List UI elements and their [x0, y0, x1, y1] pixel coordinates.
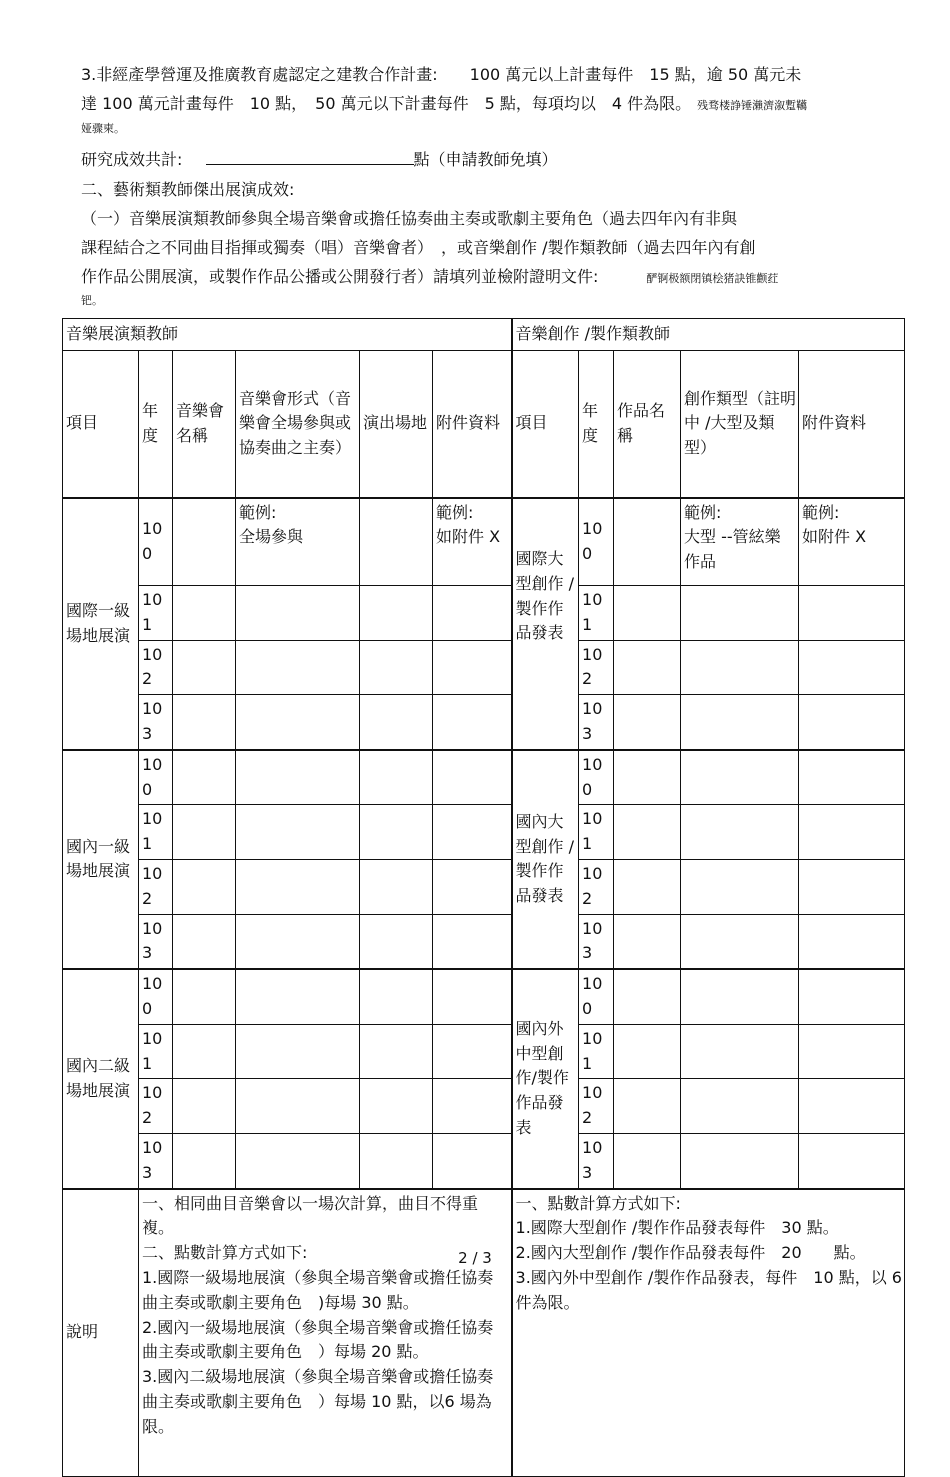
input-cell[interactable] — [360, 859, 433, 914]
left-section-title: 音樂展演類教師 — [63, 319, 512, 351]
input-cell[interactable] — [360, 1079, 433, 1134]
input-cell[interactable] — [799, 969, 905, 1024]
input-cell[interactable] — [681, 695, 799, 750]
item3-line2-text: 達 100 萬元計畫每件 10 點， 50 萬元以下計畫每件 5 點，每項均以 4 件為限。 — [81, 94, 692, 113]
year-cell: 100 — [139, 750, 173, 805]
group-label-intl-large-work-text: 國際大型創作 /製作作品發表 — [515, 549, 574, 643]
input-cell[interactable] — [433, 859, 512, 914]
year-cell: 101 — [579, 805, 614, 860]
input-cell[interactable] — [433, 805, 512, 860]
right-section-title: 音樂創作 /製作類教師 — [512, 319, 905, 351]
year-cell: 101 — [139, 586, 173, 641]
sub1-line3-text: 作作品公開展演，或製作作品公播或公開發行者）請填列並檢附證明文件: — [81, 267, 599, 286]
year-cell: 102 — [579, 640, 614, 695]
input-cell[interactable] — [173, 859, 236, 914]
input-cell[interactable] — [799, 586, 905, 641]
input-cell[interactable] — [433, 640, 512, 695]
input-cell[interactable] — [681, 640, 799, 695]
year-cell: 103 — [139, 914, 173, 969]
col-header-concert-name: 音樂會名稱 — [173, 351, 236, 498]
example-attachment-cell-right[interactable]: 範例: 如附件 X — [799, 498, 905, 586]
input-cell[interactable] — [799, 1079, 905, 1134]
input-cell[interactable] — [236, 805, 360, 860]
col-header-item: 項目 — [63, 351, 139, 498]
input-cell[interactable] — [236, 640, 360, 695]
input-cell[interactable] — [173, 1133, 236, 1188]
input-cell[interactable] — [236, 859, 360, 914]
input-cell[interactable] — [173, 1079, 236, 1134]
explanation-label: 說明 — [63, 1189, 139, 1477]
garbled-text-4: 钯。 — [81, 294, 103, 307]
year-cell: 101 — [139, 805, 173, 860]
input-cell[interactable] — [614, 695, 681, 750]
input-cell[interactable] — [614, 914, 681, 969]
input-cell[interactable] — [236, 586, 360, 641]
performance-table — [62, 318, 905, 1477]
input-cell[interactable] — [173, 640, 236, 695]
input-cell[interactable] — [799, 695, 905, 750]
input-cell[interactable] — [236, 1079, 360, 1134]
input-cell[interactable] — [236, 1024, 360, 1079]
input-cell[interactable] — [173, 586, 236, 641]
year-cell: 103 — [139, 1133, 173, 1188]
sub1-line3 — [81, 264, 778, 287]
col-header-attachment: 附件資料 — [433, 351, 512, 498]
input-cell[interactable] — [173, 750, 236, 805]
input-cell[interactable] — [799, 805, 905, 860]
year-cell: 100 — [579, 750, 614, 805]
research-total-blank — [206, 150, 414, 165]
year-cell: 101 — [139, 1024, 173, 1079]
group-label-medium-work: 國內外中型創作/製作作品發表 — [512, 969, 579, 1188]
input-cell[interactable] — [433, 914, 512, 969]
input-cell[interactable] — [681, 750, 799, 805]
input-cell[interactable] — [614, 1024, 681, 1079]
page-number: 2 / 3 — [458, 1249, 492, 1267]
input-cell[interactable] — [681, 805, 799, 860]
col-header-concert-form: 音樂會形式（音樂會全場參與或協奏曲之主奏） — [236, 351, 360, 498]
input-cell[interactable] — [614, 1133, 681, 1188]
input-cell[interactable] — [236, 914, 360, 969]
input-cell[interactable] — [681, 859, 799, 914]
input-cell[interactable] — [236, 969, 360, 1024]
year-cell: 103 — [579, 695, 614, 750]
group-label-domestic-second-venue: 國內二級場地展演 — [63, 969, 139, 1188]
input-cell[interactable] — [799, 914, 905, 969]
input-cell[interactable] — [681, 914, 799, 969]
input-cell[interactable] — [236, 750, 360, 805]
col-header-item-right: 項目 — [512, 351, 579, 498]
concert-name-cell[interactable] — [173, 498, 236, 586]
year-cell: 102 — [579, 1079, 614, 1134]
year-cell: 103 — [579, 914, 614, 969]
input-cell[interactable] — [360, 586, 433, 641]
input-cell[interactable] — [681, 586, 799, 641]
input-cell[interactable] — [360, 640, 433, 695]
year-cell: 102 — [139, 640, 173, 695]
input-cell[interactable] — [360, 750, 433, 805]
input-cell[interactable] — [614, 805, 681, 860]
input-cell[interactable] — [799, 1133, 905, 1188]
input-cell[interactable] — [681, 1133, 799, 1188]
year-cell: 100 — [139, 969, 173, 1024]
input-cell[interactable] — [433, 1024, 512, 1079]
group-label-domestic-first-venue: 國內一級場地展演 — [63, 750, 139, 969]
input-cell[interactable] — [681, 1079, 799, 1134]
input-cell[interactable] — [360, 914, 433, 969]
input-cell[interactable] — [433, 969, 512, 1024]
year-cell: 100 — [579, 969, 614, 1024]
input-cell[interactable] — [614, 859, 681, 914]
year-cell: 102 — [139, 1079, 173, 1134]
input-cell[interactable] — [173, 695, 236, 750]
input-cell[interactable] — [433, 750, 512, 805]
year-cell: 100 — [579, 498, 614, 586]
input-cell[interactable] — [433, 1079, 512, 1134]
col-header-work-name: 作品名稱 — [614, 351, 681, 498]
input-cell[interactable] — [360, 1133, 433, 1188]
input-cell[interactable] — [360, 1024, 433, 1079]
input-cell[interactable] — [681, 969, 799, 1024]
sub1-line1: （一）音樂展演類教師參與全場音樂會或擔任協奏曲主奏或歌劇主要角色（過去四年內有非與 — [81, 209, 738, 228]
venue-cell[interactable] — [360, 498, 433, 586]
year-cell: 103 — [579, 1133, 614, 1188]
year-cell: 102 — [579, 859, 614, 914]
year-cell: 101 — [579, 586, 614, 641]
col-header-work-type: 創作類型（註明中 /大型及類型） — [681, 351, 799, 498]
input-cell[interactable] — [614, 586, 681, 641]
research-total-line — [81, 147, 558, 170]
input-cell[interactable] — [433, 695, 512, 750]
sub1-line2: 課程結合之不同曲目指揮或獨奏（唱）音樂會者） ，或音樂創作 /製作類教師（過去四年內有創 — [81, 238, 756, 257]
input-cell[interactable] — [614, 750, 681, 805]
input-cell[interactable] — [433, 586, 512, 641]
group-label-intl-large-work — [512, 498, 579, 750]
input-cell[interactable] — [236, 1133, 360, 1188]
item3-line1: 3.非經產學營運及推廣教育處認定之建教合作計畫: 100 萬元以上計畫每件 15 點，逾 50 萬元未 — [81, 65, 802, 84]
year-cell: 103 — [139, 695, 173, 750]
year-cell: 101 — [579, 1024, 614, 1079]
input-cell[interactable] — [614, 1079, 681, 1134]
example-attachment-cell[interactable]: 範例: 如附件 X — [433, 498, 512, 586]
input-cell[interactable] — [236, 695, 360, 750]
research-total-suffix: 點（申請教師免填） — [413, 150, 558, 169]
input-cell[interactable] — [799, 750, 905, 805]
year-cell: 100 — [139, 498, 173, 586]
garbled-text-3: 酽锕极额閉镇桧猪訣锥颧荭 — [646, 272, 779, 285]
input-cell[interactable] — [360, 805, 433, 860]
input-cell[interactable] — [799, 640, 905, 695]
example-type-cell[interactable]: 範例: 大型 --管絃樂作品 — [681, 498, 799, 586]
year-cell: 102 — [139, 859, 173, 914]
input-cell[interactable] — [681, 1024, 799, 1079]
input-cell[interactable] — [799, 859, 905, 914]
group-label-domestic-large-work: 國內大型創作 /製作作品發表 — [512, 750, 579, 969]
input-cell[interactable] — [614, 969, 681, 1024]
work-name-cell[interactable] — [614, 498, 681, 586]
research-total-label: 研究成效共計: — [81, 150, 183, 169]
input-cell[interactable] — [360, 695, 433, 750]
explanation-right: 一、點數計算方式如下: 1.國際大型創作 /製作作品發表每件 30 點。 2.國內大型創作 /製作作品發表每件 20 點。 3.國內外中型創作 /製作作品發表，每件 10 點，以 6 件為限。 — [512, 1189, 905, 1477]
section2-title: 二、藝術類教師傑出展演成效: — [81, 180, 295, 199]
input-cell[interactable] — [614, 640, 681, 695]
col-header-year: 年度 — [139, 351, 173, 498]
item3-line2 — [81, 91, 807, 114]
garbled-text-2: 娅骤柬。 — [81, 122, 125, 135]
input-cell[interactable] — [360, 969, 433, 1024]
group-label-intl-first-venue: 國際一級場地展演 — [63, 498, 139, 750]
input-cell[interactable] — [173, 805, 236, 860]
col-header-venue: 演出場地 — [360, 351, 433, 498]
input-cell[interactable] — [173, 1024, 236, 1079]
input-cell[interactable] — [799, 1024, 905, 1079]
explanation-left: 一、相同曲目音樂會以一場次計算，曲目不得重複。 二、點數計算方式如下: 1.國際一級場地展演（參與全場音樂會或擔任協奏曲主奏或歌劇主要角色 )每場 30 點。 2.國內一級場地展演（參與全場音樂會或擔任協奏曲主奏或歌劇主要角色 ）每場 20 點。 3.國內二級場地展演（參與全場音樂會或擔任協奏曲主奏或歌劇主要角色 ）每場 10 點，以6 場為限。 — [139, 1189, 512, 1477]
input-cell[interactable] — [173, 969, 236, 1024]
input-cell[interactable] — [173, 914, 236, 969]
input-cell[interactable] — [433, 1133, 512, 1188]
example-form-cell[interactable]: 範例: 全場參與 — [236, 498, 360, 586]
col-header-attachment-right: 附件資料 — [799, 351, 905, 498]
garbled-text: 残骛楼諍锤瀨濟溆蹔韉 — [697, 99, 808, 112]
col-header-year-right: 年度 — [579, 351, 614, 498]
